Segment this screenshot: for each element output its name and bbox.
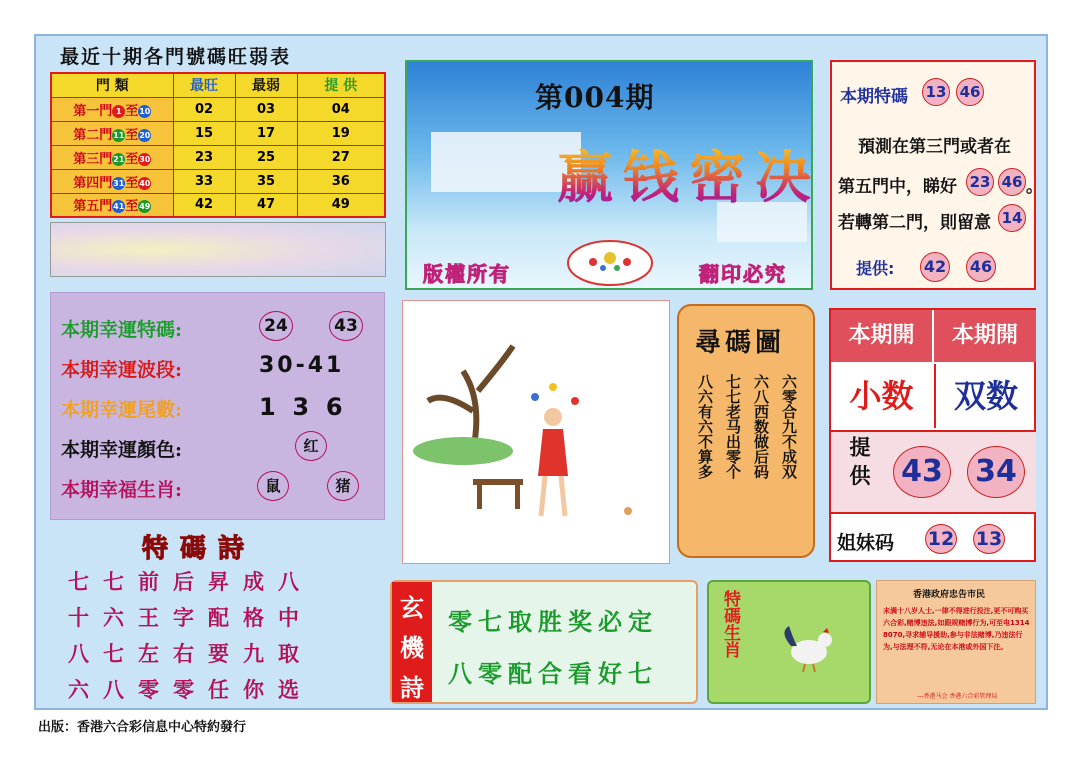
row-label: 第二門 xyxy=(73,127,113,143)
poem-line: 七七前后昇成八 xyxy=(68,569,313,594)
to-word: 至 xyxy=(125,103,139,119)
cell-min: 47 xyxy=(235,193,297,217)
cell-max: 15 xyxy=(173,121,235,145)
cell-max: 33 xyxy=(173,169,235,193)
table-row xyxy=(51,121,385,145)
poem-line: 十六王字配格中 xyxy=(68,605,313,630)
find-col: 八六有六不算多 xyxy=(696,374,714,479)
juggler-illustration xyxy=(403,301,669,563)
special-panel xyxy=(830,60,1043,290)
open-header-2: 本期開 xyxy=(934,310,1036,362)
lucky-zodiac-label: 本期幸福生肖: xyxy=(61,479,183,501)
lucky-zodiac-1: 鼠 xyxy=(257,471,289,501)
provide-num-1: 42 xyxy=(920,252,950,282)
find-col: 六八西数做后码 xyxy=(752,374,770,479)
cell-give: 27 xyxy=(297,145,385,169)
ball-from: 21 xyxy=(113,154,125,164)
lucky-tail-value: 1 3 6 xyxy=(259,393,343,421)
lucky-wave-value: 30-41 xyxy=(259,353,345,378)
lucky-tail-label: 本期幸運尾數: xyxy=(61,399,183,421)
top-title: 最近十期各門號碼旺弱表 xyxy=(60,46,292,68)
to-word: 至 xyxy=(125,127,139,143)
lucky-panel xyxy=(50,292,385,520)
cell-give: 36 xyxy=(297,169,385,193)
poem-title: 特碼詩 xyxy=(142,534,257,564)
ball-from: 1 xyxy=(112,105,125,118)
provide-num-2: 46 xyxy=(966,252,996,282)
line2-end: 。 xyxy=(1026,177,1043,197)
open-provide-row xyxy=(831,430,1036,514)
th-give: 提 供 xyxy=(297,73,385,97)
special-line-3: 若轉第二門，則留意 xyxy=(838,213,991,233)
row-label: 第五門 xyxy=(73,199,113,215)
to-word: 至 xyxy=(125,151,139,167)
mystic-line-1: 零七取胜奖必定 xyxy=(448,607,658,636)
mystic-line-2: 八零配合看好七 xyxy=(448,659,658,688)
door-table xyxy=(50,72,386,218)
zodiac-panel xyxy=(707,580,871,704)
ball-to: 20 xyxy=(139,130,151,140)
line3-num: 14 xyxy=(998,204,1026,232)
ball-to: 10 xyxy=(139,106,151,116)
cell-max: 02 xyxy=(173,97,235,121)
rooster-icon xyxy=(779,622,843,672)
to-word: 至 xyxy=(125,175,139,191)
sister-num-2: 13 xyxy=(973,524,1005,554)
ball-from: 31 xyxy=(113,178,125,188)
row-label: 第四門 xyxy=(73,175,113,191)
issue-banner xyxy=(405,60,821,290)
ball-to: 30 xyxy=(139,154,151,164)
lucky-special-1: 24 xyxy=(259,311,293,341)
footer-publisher: 出版：香港六合彩信息中心特約發行 xyxy=(38,720,247,735)
mystic-panel xyxy=(390,580,698,704)
row-label: 第三門 xyxy=(73,151,113,167)
cell-max: 42 xyxy=(173,193,235,217)
row-label: 第一門 xyxy=(73,103,113,119)
lucky-wave-label: 本期幸運波段: xyxy=(61,359,183,381)
special-num-2: 46 xyxy=(956,78,984,106)
open-header-1: 本期開 xyxy=(831,310,932,362)
table-row xyxy=(51,97,385,121)
find-code-panel xyxy=(677,304,815,558)
cell-give: 19 xyxy=(297,121,385,145)
ball-from: 41 xyxy=(113,202,125,212)
notice-sign: ---香港马会 香港六合彩管理局 xyxy=(917,693,998,700)
cell-min: 35 xyxy=(235,169,297,193)
sister-num-1: 12 xyxy=(925,524,957,554)
cell-max: 23 xyxy=(173,145,235,169)
lucky-color-value: 红 xyxy=(295,431,327,461)
mystic-tag xyxy=(392,582,432,702)
mystic-tag-1: 玄 xyxy=(400,593,424,622)
ball-from: 11 xyxy=(113,130,125,140)
open-provide-label: 提 供 xyxy=(847,436,871,486)
cell-min: 17 xyxy=(235,121,297,145)
zodiac-label: 特碼生肖 xyxy=(720,590,740,658)
copyright-right: 翻印必究 xyxy=(699,262,787,286)
lucky-zodiac-2: 猪 xyxy=(327,471,359,501)
find-col: 七七老马出零个 xyxy=(724,374,742,479)
banner-title: 赢钱密决 xyxy=(557,134,821,214)
open-value-2: 双数 xyxy=(934,364,1036,428)
ball-to: 40 xyxy=(139,178,151,188)
notice-body: 未满十八岁人士,一律不得进行投注,更不可购买六合彩,赌博违法,如跟规赌博行为,可至电1314 8070,寻求辅导援助,参与非法赌博,乃违法行为,与法理不符,无论在本港或外国下注。 xyxy=(883,607,1030,651)
illustration-box xyxy=(402,300,670,564)
seal-icon xyxy=(565,238,655,288)
open-provide-num-1: 43 xyxy=(893,446,951,498)
table-row xyxy=(51,169,385,193)
line2-num-2: 46 xyxy=(998,168,1026,196)
table-row xyxy=(51,145,385,169)
mystic-tag-2: 機 xyxy=(400,633,424,662)
mystic-tag-3: 詩 xyxy=(400,673,424,702)
th-max: 最旺 xyxy=(173,73,235,97)
special-label: 本期特碼 xyxy=(840,87,908,107)
cell-give: 04 xyxy=(297,97,385,121)
cell-give: 49 xyxy=(297,193,385,217)
lucky-color-label: 本期幸運顏色: xyxy=(61,439,183,461)
line2-num-1: 23 xyxy=(966,168,994,196)
cell-min: 25 xyxy=(235,145,297,169)
blurred-banner xyxy=(50,222,386,277)
notice-panel xyxy=(876,580,1036,704)
open-panel xyxy=(829,308,1036,562)
to-word: 至 xyxy=(125,199,139,215)
special-line-1: 預測在第三門或者在 xyxy=(858,137,1011,157)
find-title: 尋碼圖 xyxy=(695,328,786,358)
poem-block xyxy=(50,566,370,706)
lucky-special-2: 43 xyxy=(329,311,363,341)
open-value-1: 小数 xyxy=(849,377,914,415)
th-min: 最弱 xyxy=(235,73,297,97)
open-provide-num-2: 34 xyxy=(967,446,1025,498)
lucky-special-label: 本期幸運特碼: xyxy=(61,319,183,341)
special-line-2: 第五門中，睇好 xyxy=(838,177,957,197)
sister-label: 姐妹码 xyxy=(837,532,895,554)
table-row xyxy=(51,193,385,217)
cell-min: 03 xyxy=(235,97,297,121)
ball-to: 49 xyxy=(139,202,151,212)
poem-line: 八七左右要九取 xyxy=(68,641,313,666)
copyright-left: 版權所有 xyxy=(423,262,511,286)
notice-title: 香港政府忠告市民 xyxy=(913,590,986,600)
poem-line: 六八零零任你选 xyxy=(68,677,313,702)
find-col: 六零合九不成双 xyxy=(780,374,798,479)
special-num-1: 13 xyxy=(922,78,950,106)
th-door: 門 類 xyxy=(51,73,173,97)
special-provide-label: 提供: xyxy=(856,259,895,278)
issue-number: 第004期 xyxy=(535,81,655,114)
